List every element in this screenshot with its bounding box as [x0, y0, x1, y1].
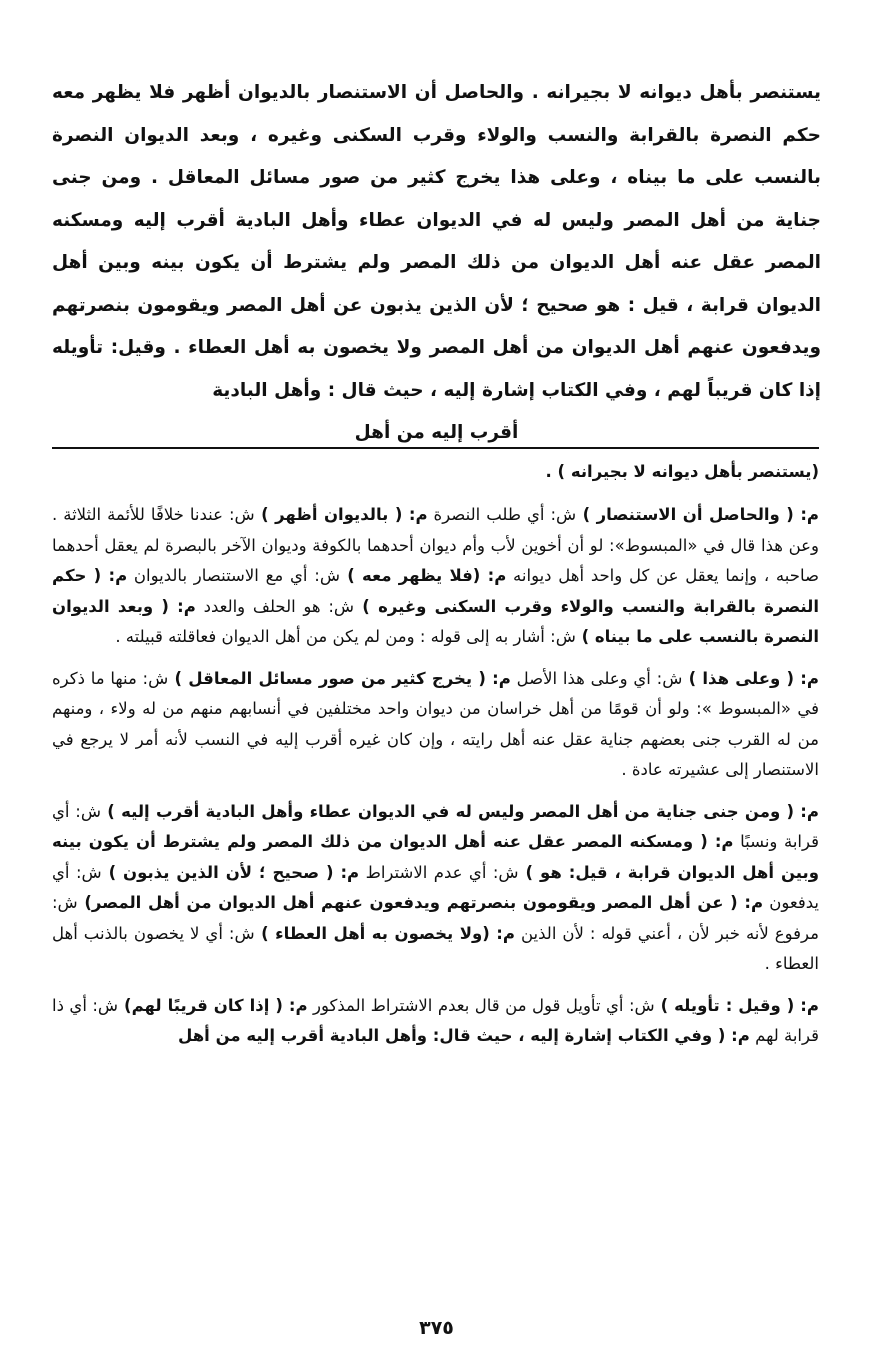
main-text-last-line: أقرب إليه من أهل [354, 422, 519, 443]
sharh-text: ش: أي يدفعون [52, 862, 819, 912]
matn-quote: م: ( ومسكنه المصر عقل عنه أهل الديوان من ذلك المصر ولم يشترط أن يكون بينه وبين أهل الديوان قرابة ، قيل: هو ) [52, 832, 819, 882]
commentary-section [52, 456, 819, 1063]
sharh-text: ش: أشار به إلى قوله : ومن لم يكن من أهل الديوان فعاقلته قبيلته . [115, 627, 576, 646]
section-divider [52, 447, 819, 449]
commentary-paragraph [52, 500, 819, 653]
commentary-paragraph [52, 991, 819, 1052]
matn-quote: م: ( والحاصل أن الاستنصار ) [576, 505, 820, 524]
sharh-text: ش: عندنا خلافًا للأئمة الثلاثة . وعن هذا قال في «المبسوط»: لو أن أخوين لأب وأم ديوان أحدهما بالكوفة وديوان الآخر بالبصرة لم يعقل أحدهما صاحبه ، وإنما يعقل عن كل واحد أهل ديوانه [52, 505, 819, 585]
commentary-paragraph [52, 797, 819, 980]
sharh-text: ش: أي ذا قرابة لهم [52, 995, 819, 1045]
sharh-text: ش: منها ما ذكره في «المبسوط »: ولو أن قومًا من أهل خراسان من ديوان واحد مختلفين في أنسابهم منهم من له ولاء ، ومنهم من له القرب جنى بعضهم جناية عقل عنه أهل رايته ، وإن كان غيره أقرب إليه في النسب لأنه أمر لا يرجع في الاستنصار إلى عشيرته عادة . [52, 668, 819, 779]
page-number: ٣٧٥ [419, 1317, 454, 1339]
commentary-paragraph [52, 664, 819, 786]
sharh-text: ش: أي لا يخصون بالذنب أهل العطاء . [52, 923, 819, 973]
commentary-paragraphs [52, 500, 819, 1052]
sharh-text: ش: أي قرابة ونسبًا [52, 801, 819, 851]
matn-quote: م: ( حكم النصرة بالقرابة والنسب والولاء وقرب السكنى وغيره ) [52, 566, 819, 616]
matn-quote: م: ( يخرج كثير من صور مسائل المعاقل ) [168, 668, 511, 688]
commentary-heading: (يستنصر بأهل ديوانه لا بجيرانه ) . [545, 462, 819, 481]
sharh-text: ش: أي وعلى هذا الأصل [510, 668, 683, 688]
matn-quote: م: ( صحيح ؛ لأن الذين يذبون ) [101, 862, 360, 882]
matn-quote: م: ( بالديوان أظهر ) [254, 505, 428, 524]
main-text-body: يستنصر بأهل ديوانه لا بجيرانه . والحاصل أن الاستنصار بالديوان أظهر فلا يظهر معه حكم النصرة بالقرابة والنسب والولاء وقرب السكنى وغيره ، وبعد الديوان النصرة بالنسب على ما بيناه ، وعلى هذا يخرج كثير من صور مسائل المعاقل . ومن جنى جناية من أهل المصر وليس له في الديوان عطاء وأهل البادية أقرب إليه ومسكنه المصر عقل عنه أهل الديوان من ذلك المصر ولم يشترط أن يكون بينه وبين أهل الديوان قرابة ، قيل : هو صحيح ؛ لأن الذين يذبون عن أهل المصر ويقومون بنصرتهم ويدفعون عنهم أهل الديوان من أهل المصر ولا يخصون به أهل العطاء . وقيل: تأويله إذا كان قريباً لهم ، وفي الكتاب إشارة إليه ، حيث قال : وأهل البادية [52, 82, 821, 401]
sharh-text: ش: أي عدم الاشتراط [359, 862, 519, 882]
matn-quote: م: ( عن أهل المصر ويقومون بنصرتهم ويدفعون عنهم أهل الديوان من أهل المصر) [77, 893, 764, 912]
matn-quote: م: (فلا يظهر معه ) [339, 566, 507, 585]
sharh-text: ش: أي تأويل قول من قال بعدم الاشتراط المذكور [307, 995, 655, 1015]
matn-quote: م: ( ومن جنى جناية من أهل المصر وليس له في الديوان عطاء وأهل البادية أقرب إليه ) [100, 801, 819, 821]
sharh-text: ش: مرفوع لأنه خبر لأن ، أعني قوله : لأن الذين [52, 893, 819, 943]
sharh-text: ش: أي مع الاستنصار بالديوان [127, 566, 340, 585]
matn-quote: م: ( وقيل : تأويله ) [654, 995, 819, 1015]
sharh-text: ش: هو الحلف والعدد [195, 596, 355, 616]
matn-quote: م: ( وعلى هذا ) [682, 668, 819, 688]
sharh-text: ش: أي طلب النصرة [427, 505, 577, 524]
matn-quote: م: ( وبعد الديوان النصرة بالنسب على ما بيناه ) [52, 596, 819, 646]
matn-quote: م: (ولا يخصون به أهل العطاء ) [254, 923, 515, 943]
matn-quote: م: ( إذا كان قريبًا لهم) [118, 995, 308, 1015]
matn-quote: م: ( وفي الكتاب إشارة إليه ، حيث قال: وأهل البادية أقرب إليه من أهل [178, 1026, 750, 1045]
